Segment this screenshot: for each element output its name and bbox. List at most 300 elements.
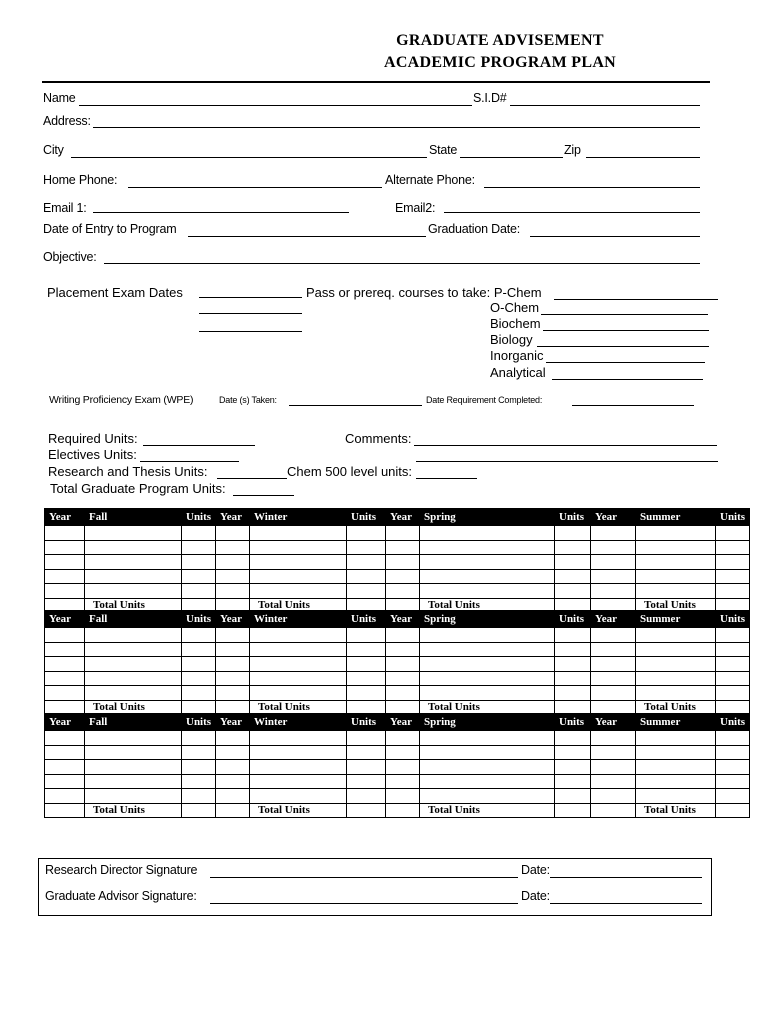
schedule-cell[interactable] xyxy=(250,789,347,804)
schedule-cell[interactable] xyxy=(420,555,555,570)
analytical-field[interactable] xyxy=(552,379,703,380)
schedule-header-cell: Units xyxy=(555,714,591,731)
objective-field[interactable] xyxy=(104,263,700,264)
schedule-cell[interactable] xyxy=(85,671,182,686)
schedule-cell[interactable] xyxy=(420,774,555,789)
schedule-header-cell: Year xyxy=(216,611,250,628)
schedule-cell[interactable] xyxy=(216,657,250,672)
research-units-field[interactable] xyxy=(217,478,287,479)
schedule-cell[interactable] xyxy=(347,628,386,643)
schedule-row xyxy=(45,555,750,570)
schedule-cell[interactable] xyxy=(555,628,591,643)
form-title-line2: ACADEMIC PROGRAM PLAN xyxy=(383,54,617,71)
state-field[interactable] xyxy=(460,157,563,158)
schedule-cell[interactable] xyxy=(420,569,555,584)
grad-date-field[interactable] xyxy=(530,236,700,237)
schedule-cell[interactable] xyxy=(716,789,750,804)
schedule-cell[interactable] xyxy=(85,731,182,746)
schedule-cell[interactable] xyxy=(182,671,216,686)
schedule-row xyxy=(45,789,750,804)
schedule-cell[interactable] xyxy=(716,569,750,584)
schedule-header-cell: Units xyxy=(347,509,386,526)
schedule-cell[interactable] xyxy=(216,745,250,760)
schedule-cell[interactable] xyxy=(591,745,636,760)
schedule-cell[interactable] xyxy=(716,540,750,555)
schedule-cell[interactable] xyxy=(347,584,386,599)
schedule-cell[interactable] xyxy=(716,731,750,746)
schedule-cell[interactable] xyxy=(591,642,636,657)
schedule-cell[interactable] xyxy=(250,731,347,746)
schedule-cell[interactable] xyxy=(555,671,591,686)
schedule-cell[interactable] xyxy=(716,671,750,686)
email1-label: Email 1: xyxy=(43,201,87,215)
total-units-label: Total Units xyxy=(85,803,182,818)
research-director-signature-field[interactable] xyxy=(210,877,518,878)
schedule-cell[interactable] xyxy=(85,628,182,643)
form-title-line1: GRADUATE ADVISEMENT xyxy=(396,32,604,49)
schedule-header-cell: Year xyxy=(45,611,85,628)
schedule-cell[interactable] xyxy=(182,774,216,789)
schedule-cell[interactable] xyxy=(591,657,636,672)
schedule-cell[interactable] xyxy=(555,569,591,584)
schedule-cell[interactable] xyxy=(591,760,636,775)
schedule-cell[interactable] xyxy=(716,642,750,657)
schedule-cell[interactable] xyxy=(45,555,85,570)
entry-date-label: Date of Entry to Program xyxy=(43,222,177,236)
schedule-cell[interactable] xyxy=(636,569,716,584)
pchem-field[interactable] xyxy=(554,299,718,300)
schedule-cell[interactable] xyxy=(636,760,716,775)
schedule-header-cell: Year xyxy=(216,509,250,526)
schedule-header-cell: Units xyxy=(182,611,216,628)
schedule-cell[interactable] xyxy=(420,789,555,804)
schedule-cell[interactable] xyxy=(591,686,636,701)
schedule-cell[interactable] xyxy=(347,803,386,818)
schedule-header-cell: Units xyxy=(716,509,750,526)
schedule-cell[interactable] xyxy=(591,526,636,541)
schedule-cell[interactable] xyxy=(636,686,716,701)
schedule-cell[interactable] xyxy=(636,628,716,643)
schedule-cell[interactable] xyxy=(716,803,750,818)
schedule-cell[interactable] xyxy=(182,803,216,818)
schedule-header-row xyxy=(45,509,750,526)
schedule-cell[interactable] xyxy=(216,628,250,643)
schedule-cell[interactable] xyxy=(347,526,386,541)
schedule-cell[interactable] xyxy=(45,657,85,672)
schedule-header-cell: Year xyxy=(591,509,636,526)
schedule-cell[interactable] xyxy=(716,686,750,701)
sid-label: S.I.D# xyxy=(473,91,507,105)
schedule-cell[interactable] xyxy=(250,671,347,686)
schedule-cell[interactable] xyxy=(85,745,182,760)
schedule-table-2 xyxy=(44,610,750,715)
schedule-cell[interactable] xyxy=(555,760,591,775)
schedule-cell[interactable] xyxy=(386,555,420,570)
email2-label: Email2: xyxy=(395,201,436,215)
schedule-cell[interactable] xyxy=(250,540,347,555)
schedule-cell[interactable] xyxy=(636,526,716,541)
schedule-cell[interactable] xyxy=(386,774,420,789)
biochem-field[interactable] xyxy=(543,330,709,331)
schedule-header-cell: Units xyxy=(182,509,216,526)
schedule-cell[interactable] xyxy=(182,760,216,775)
schedule-cell[interactable] xyxy=(555,745,591,760)
schedule-cell[interactable] xyxy=(591,555,636,570)
schedule-cell[interactable] xyxy=(85,584,182,599)
schedule-cell[interactable] xyxy=(85,555,182,570)
schedule-cell[interactable] xyxy=(250,745,347,760)
schedule-cell[interactable] xyxy=(85,540,182,555)
schedule-cell[interactable] xyxy=(347,671,386,686)
schedule-cell[interactable] xyxy=(216,760,250,775)
schedule-row xyxy=(45,774,750,789)
schedule-cell[interactable] xyxy=(636,745,716,760)
schedule-cell[interactable] xyxy=(45,686,85,701)
schedule-cell[interactable] xyxy=(182,628,216,643)
schedule-cell[interactable] xyxy=(45,774,85,789)
schedule-cell[interactable] xyxy=(555,789,591,804)
schedule-cell[interactable] xyxy=(216,774,250,789)
schedule-cell[interactable] xyxy=(716,555,750,570)
schedule-cell[interactable] xyxy=(591,569,636,584)
schedule-cell[interactable] xyxy=(716,584,750,599)
schedule-cell[interactable] xyxy=(182,540,216,555)
zip-field[interactable] xyxy=(586,157,700,158)
email1-field[interactable] xyxy=(93,212,349,213)
schedule-cell[interactable] xyxy=(250,686,347,701)
schedule-cell[interactable] xyxy=(216,731,250,746)
schedule-row xyxy=(45,584,750,599)
schedule-cell[interactable] xyxy=(386,540,420,555)
schedule-cell[interactable] xyxy=(420,745,555,760)
schedule-cell[interactable] xyxy=(45,642,85,657)
ochem-field[interactable] xyxy=(541,314,708,315)
schedule-row xyxy=(45,731,750,746)
schedule-cell[interactable] xyxy=(420,671,555,686)
schedule-cell[interactable] xyxy=(636,657,716,672)
grad-date-label: Graduation Date: xyxy=(428,222,520,236)
schedule-cell[interactable] xyxy=(45,745,85,760)
schedule-table-1 xyxy=(44,508,750,613)
email2-field[interactable] xyxy=(444,212,700,213)
placement-date-3[interactable] xyxy=(199,331,302,332)
schedule-cell[interactable] xyxy=(347,731,386,746)
schedule-cell[interactable] xyxy=(420,584,555,599)
schedule-cell[interactable] xyxy=(250,657,347,672)
schedule-cell[interactable] xyxy=(216,569,250,584)
course-inorganic: Inorganic xyxy=(490,348,544,363)
schedule-cell[interactable] xyxy=(420,760,555,775)
city-field[interactable] xyxy=(71,157,427,158)
schedule-cell[interactable] xyxy=(386,803,420,818)
schedule-cell[interactable] xyxy=(347,642,386,657)
schedule-cell[interactable] xyxy=(716,774,750,789)
schedule-cell[interactable] xyxy=(386,526,420,541)
schedule-row xyxy=(45,745,750,760)
schedule-cell[interactable] xyxy=(216,526,250,541)
schedule-header-cell: Year xyxy=(216,714,250,731)
schedule-header-cell: Units xyxy=(347,714,386,731)
schedule-cell[interactable] xyxy=(250,774,347,789)
schedule-header-cell: Year xyxy=(45,714,85,731)
home-phone-field[interactable] xyxy=(128,187,382,188)
total-units-label: Total Units xyxy=(420,700,555,715)
schedule-cell[interactable] xyxy=(182,731,216,746)
schedule-cell[interactable] xyxy=(420,540,555,555)
schedule-cell[interactable] xyxy=(347,789,386,804)
schedule-cell[interactable] xyxy=(85,760,182,775)
electives-units-field[interactable] xyxy=(140,461,239,462)
schedule-cell[interactable] xyxy=(216,671,250,686)
schedule-cell[interactable] xyxy=(386,745,420,760)
schedule-header-cell: Winter xyxy=(250,714,347,731)
schedule-cell[interactable] xyxy=(591,584,636,599)
entry-date-field[interactable] xyxy=(188,236,426,237)
schedule-cell[interactable] xyxy=(386,584,420,599)
schedule-cell[interactable] xyxy=(591,731,636,746)
total-units-label: Total Units xyxy=(636,700,716,715)
schedule-header-cell: Year xyxy=(386,714,420,731)
schedule-cell[interactable] xyxy=(250,628,347,643)
schedule-cell[interactable] xyxy=(636,731,716,746)
schedule-row xyxy=(45,642,750,657)
schedule-cell[interactable] xyxy=(45,803,85,818)
comments-field-2[interactable] xyxy=(416,461,718,462)
schedule-header-cell: Fall xyxy=(85,509,182,526)
schedule-cell[interactable] xyxy=(347,657,386,672)
schedule-cell[interactable] xyxy=(45,760,85,775)
schedule-cell[interactable] xyxy=(250,526,347,541)
schedule-cell[interactable] xyxy=(386,657,420,672)
schedule-cell[interactable] xyxy=(555,731,591,746)
schedule-cell[interactable] xyxy=(555,555,591,570)
schedule-header-cell: Units xyxy=(347,611,386,628)
schedule-cell[interactable] xyxy=(347,745,386,760)
schedule-cell[interactable] xyxy=(216,540,250,555)
course-biochem: Biochem xyxy=(490,316,541,331)
schedule-cell[interactable] xyxy=(182,584,216,599)
schedule-cell[interactable] xyxy=(716,657,750,672)
schedule-cell[interactable] xyxy=(716,760,750,775)
schedule-cell[interactable] xyxy=(45,569,85,584)
schedule-cell[interactable] xyxy=(386,760,420,775)
schedule-cell[interactable] xyxy=(216,642,250,657)
schedule-cell[interactable] xyxy=(636,671,716,686)
schedule-cell[interactable] xyxy=(45,671,85,686)
schedule-cell[interactable] xyxy=(85,774,182,789)
schedule-cell[interactable] xyxy=(182,642,216,657)
schedule-cell[interactable] xyxy=(716,526,750,541)
comments-label: Comments: xyxy=(345,431,412,446)
course-biology: Biology xyxy=(490,332,533,347)
wpe-dates-taken-field[interactable] xyxy=(289,405,422,406)
schedule-cell[interactable] xyxy=(250,760,347,775)
address-field[interactable] xyxy=(93,127,700,128)
schedule-cell[interactable] xyxy=(250,642,347,657)
schedule-cell[interactable] xyxy=(250,569,347,584)
biology-field[interactable] xyxy=(537,346,709,347)
schedule-cell[interactable] xyxy=(636,555,716,570)
schedule-cell[interactable] xyxy=(347,760,386,775)
required-units-field[interactable] xyxy=(143,445,255,446)
schedule-cell[interactable] xyxy=(555,803,591,818)
total-units-label: Total Units xyxy=(85,598,182,613)
total-units-label: Total Units xyxy=(250,803,347,818)
schedule-header-cell: Summer xyxy=(636,509,716,526)
schedule-cell[interactable] xyxy=(85,686,182,701)
name-field[interactable] xyxy=(79,105,472,106)
schedule-header-cell: Fall xyxy=(85,611,182,628)
schedule-cell[interactable] xyxy=(216,686,250,701)
schedule-cell[interactable] xyxy=(182,657,216,672)
schedule-cell[interactable] xyxy=(420,642,555,657)
schedule-cell[interactable] xyxy=(45,540,85,555)
schedule-cell[interactable] xyxy=(347,540,386,555)
schedule-cell[interactable] xyxy=(386,628,420,643)
schedule-cell[interactable] xyxy=(45,628,85,643)
schedule-cell[interactable] xyxy=(386,671,420,686)
research-director-date-field[interactable] xyxy=(550,877,702,878)
wpe-completed-field[interactable] xyxy=(572,405,694,406)
schedule-cell[interactable] xyxy=(555,774,591,789)
schedule-cell[interactable] xyxy=(216,789,250,804)
chem500-label: Chem 500 level units: xyxy=(287,464,413,479)
schedule-header-cell: Winter xyxy=(250,611,347,628)
schedule-cell[interactable] xyxy=(45,789,85,804)
inorganic-field[interactable] xyxy=(546,362,705,363)
schedule-cell[interactable] xyxy=(85,657,182,672)
schedule-row xyxy=(45,671,750,686)
schedule-cell[interactable] xyxy=(591,628,636,643)
schedule-cell[interactable] xyxy=(182,745,216,760)
schedule-cell[interactable] xyxy=(85,569,182,584)
schedule-cell[interactable] xyxy=(182,555,216,570)
wpe-dates-taken-label: Date (s) Taken: xyxy=(219,395,277,405)
header-divider xyxy=(42,81,710,83)
schedule-cell[interactable] xyxy=(250,555,347,570)
schedule-cell[interactable] xyxy=(250,584,347,599)
schedule-cell[interactable] xyxy=(182,789,216,804)
schedule-header-row xyxy=(45,611,750,628)
schedule-cell[interactable] xyxy=(636,789,716,804)
graduate-advisor-signature-field[interactable] xyxy=(210,903,518,904)
schedule-row xyxy=(45,760,750,775)
pass-courses-label: Pass or prereq. courses to take: P-Chem xyxy=(306,285,542,300)
schedule-cell[interactable] xyxy=(555,686,591,701)
schedule-cell[interactable] xyxy=(85,526,182,541)
schedule-cell[interactable] xyxy=(347,686,386,701)
schedule-cell[interactable] xyxy=(636,584,716,599)
schedule-cell[interactable] xyxy=(347,555,386,570)
total-units-label: Total Units xyxy=(250,598,347,613)
schedule-cell[interactable] xyxy=(591,774,636,789)
schedule-cell[interactable] xyxy=(555,526,591,541)
schedule-cell[interactable] xyxy=(716,745,750,760)
objective-label: Objective: xyxy=(43,250,97,264)
schedule-cell[interactable] xyxy=(636,642,716,657)
graduate-advisor-date-label: Date: xyxy=(521,889,550,903)
course-analytical: Analytical xyxy=(490,365,546,380)
schedule-cell[interactable] xyxy=(182,526,216,541)
schedule-header-cell: Units xyxy=(182,714,216,731)
schedule-cell[interactable] xyxy=(555,642,591,657)
schedule-cell[interactable] xyxy=(386,686,420,701)
placement-date-1[interactable] xyxy=(199,297,302,298)
schedule-cell[interactable] xyxy=(45,584,85,599)
schedule-cell[interactable] xyxy=(636,540,716,555)
schedule-cell[interactable] xyxy=(420,628,555,643)
schedule-cell[interactable] xyxy=(591,803,636,818)
schedule-cell[interactable] xyxy=(182,569,216,584)
schedule-header-cell: Summer xyxy=(636,714,716,731)
total-units-label: Total Units xyxy=(85,700,182,715)
schedule-header-cell: Units xyxy=(555,611,591,628)
schedule-cell[interactable] xyxy=(555,657,591,672)
total-units-label: Total Units xyxy=(250,700,347,715)
schedule-row xyxy=(45,628,750,643)
comments-field-1[interactable] xyxy=(414,445,717,446)
schedule-cell[interactable] xyxy=(85,789,182,804)
schedule-header-cell: Year xyxy=(386,611,420,628)
schedule-cell[interactable] xyxy=(420,686,555,701)
city-label: City xyxy=(43,143,64,157)
schedule-cell[interactable] xyxy=(45,526,85,541)
total-units-field[interactable] xyxy=(233,495,294,496)
schedule-cell[interactable] xyxy=(386,731,420,746)
schedule-cell[interactable] xyxy=(347,774,386,789)
schedule-table-3 xyxy=(44,713,750,818)
schedule-cell[interactable] xyxy=(216,555,250,570)
schedule-cell[interactable] xyxy=(347,569,386,584)
graduate-advisor-date-field[interactable] xyxy=(550,903,702,904)
total-units-label: Total Graduate Program Units: xyxy=(50,481,226,496)
schedule-cell[interactable] xyxy=(216,803,250,818)
schedule-cell[interactable] xyxy=(555,540,591,555)
schedule-cell[interactable] xyxy=(591,671,636,686)
schedule-cell[interactable] xyxy=(555,584,591,599)
sid-field[interactable] xyxy=(510,105,700,106)
schedule-cell[interactable] xyxy=(591,789,636,804)
placement-date-2[interactable] xyxy=(199,313,302,314)
zip-label: Zip xyxy=(564,143,581,157)
electives-units-label: Electives Units: xyxy=(48,447,137,462)
schedule-cell[interactable] xyxy=(420,526,555,541)
schedule-header-cell: Summer xyxy=(636,611,716,628)
total-units-label: Total Units xyxy=(420,803,555,818)
schedule-row xyxy=(45,569,750,584)
schedule-cell[interactable] xyxy=(591,540,636,555)
schedule-cell[interactable] xyxy=(636,774,716,789)
schedule-cell[interactable] xyxy=(420,731,555,746)
total-units-label: Total Units xyxy=(420,598,555,613)
home-phone-label: Home Phone: xyxy=(43,173,118,187)
schedule-cell[interactable] xyxy=(85,642,182,657)
schedule-header-cell: Year xyxy=(386,509,420,526)
schedule-cell[interactable] xyxy=(216,584,250,599)
schedule-cell[interactable] xyxy=(716,628,750,643)
alt-phone-label: Alternate Phone: xyxy=(385,173,475,187)
name-label: Name xyxy=(43,91,76,105)
schedule-cell[interactable] xyxy=(386,642,420,657)
chem500-field[interactable] xyxy=(416,478,477,479)
schedule-cell[interactable] xyxy=(386,789,420,804)
schedule-cell[interactable] xyxy=(386,569,420,584)
schedule-cell[interactable] xyxy=(45,731,85,746)
alt-phone-field[interactable] xyxy=(484,187,700,188)
schedule-cell[interactable] xyxy=(182,686,216,701)
course-ochem: O-Chem xyxy=(490,300,540,315)
schedule-cell[interactable] xyxy=(420,657,555,672)
